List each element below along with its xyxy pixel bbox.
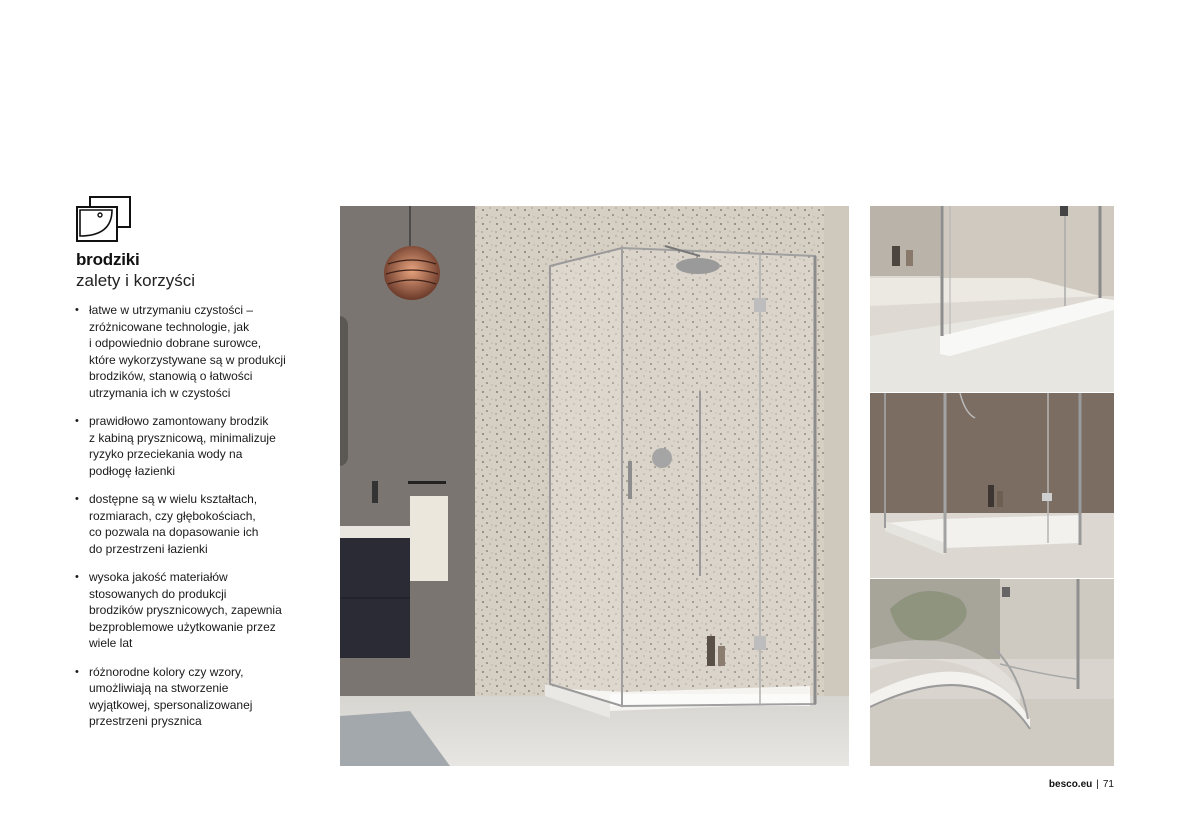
tray-detail-photo-quadrant (870, 579, 1114, 766)
page-footer (1049, 779, 1114, 790)
list-item (75, 569, 335, 652)
list-item-text: dostępne są w wielu kształtach, rozmiarach, czy głębokościach, co pozwala na dopasowanie ich do przestrzeni łazienki (89, 492, 259, 556)
section-subtitle: zalety i korzyści (76, 271, 196, 290)
list-item (75, 491, 335, 557)
benefits-list (75, 302, 335, 742)
list-item-text: różnorodne kolory czy wzory, umożliwiają na stworzenie wyjątkowej, spersonalizowanej przestrzeni prysznica (89, 664, 253, 728)
list-item (75, 302, 335, 401)
list-item-text: prawidłowo zamontowany brodzik z kabiną prysznicową, minimalizuje ryzyko przeciekania wody na podłogę łazienki (89, 414, 276, 478)
shower-tray-icon (76, 196, 134, 242)
tray-detail-photo-interior (870, 393, 1114, 578)
shower-enclosure-photo (340, 206, 849, 766)
section-title: brodziki (76, 250, 140, 269)
list-item-text: łatwe w utrzymaniu czystości – zróżnicowane technologie, jak i odpowiednio dobrane surowce, które wykorzystywane są w produkcji brodzików, stanowią o łatwości utrzymania ich w czystości (89, 303, 286, 400)
list-item (75, 664, 335, 730)
page-number: 71 (1102, 779, 1114, 790)
website-link[interactable]: besco.eu (1048, 779, 1093, 790)
tray-detail-photo-corner (870, 206, 1114, 392)
list-item-text: wysoka jakość materiałów stosowanych do produkcji brodzików prysznicowych, zapewnia bezproblemowe użytkowanie przez wiele lat (89, 570, 282, 650)
footer-separator: | (1096, 779, 1099, 790)
list-item (75, 413, 335, 479)
